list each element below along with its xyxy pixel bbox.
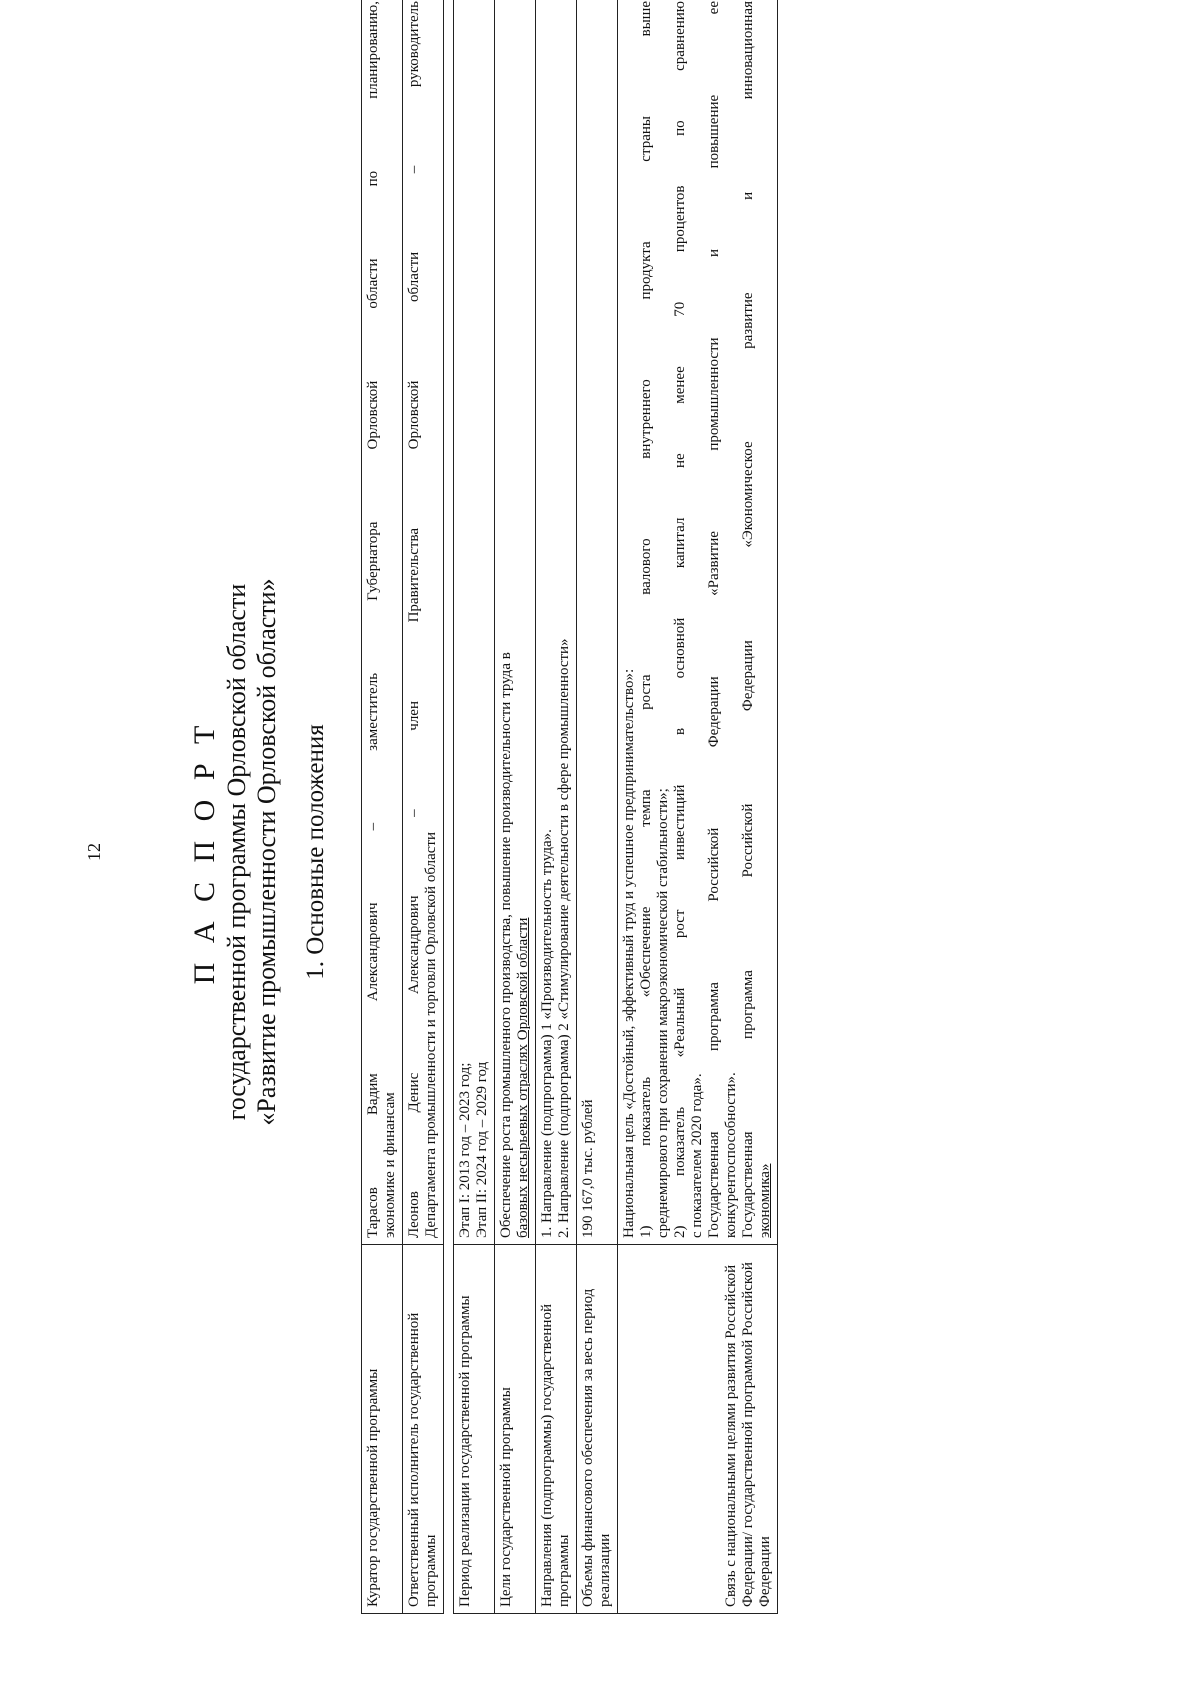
- table-row: [577, 0, 618, 1614]
- value-line: экономике и финансам: [382, 1092, 398, 1238]
- value-line: Государственная программа Российской Федерации «Развитие промышленности и повышение ее: [706, 1, 722, 1238]
- row-value-curator: [362, 0, 403, 1245]
- row-value-subprograms: [536, 0, 577, 1245]
- value-line: Этап II: 2024 год – 2029 год: [474, 1061, 490, 1238]
- value-line: Департамента промышленности и торговли Орловской области: [423, 832, 439, 1238]
- value-line: Этап I: 2013 год – 2023 год;: [457, 1062, 473, 1238]
- row-label-subprograms: Направления (подпрограммы) государственной программы: [536, 1245, 577, 1614]
- value-line: Тарасов Вадим Александрович – заместитель Губернатора Орловской области по планированию,: [365, 1, 381, 1238]
- value-line: 1. Направление (подпрограмма) 1 «Производительность труда».: [539, 829, 555, 1238]
- value-line: 2. Направление (подпрограмма) 2 «Стимулирование деятельности в сфере промышленности»: [556, 638, 572, 1238]
- value-line: Государственная программа Российской Федерации «Экономическое развитие и инновационная: [740, 1, 756, 1238]
- row-value-executor: [403, 0, 444, 1245]
- table-row: [403, 0, 444, 1614]
- value-line: базовых несырьевых отраслях Орловской области: [515, 917, 531, 1238]
- row-label-period: Период реализации государственной программы: [454, 1245, 495, 1614]
- value-line: 2) показатель «Реальный рост инвестиций в основной капитал не менее 70 процентов по сравнению: [672, 1, 688, 1238]
- value-line: 190 167,0 тыс. рублей: [580, 1099, 596, 1238]
- table-row: [454, 0, 495, 1614]
- row-label-goals: Цели государственной программы: [495, 1245, 536, 1614]
- value-line: Обеспечение роста промышленного производства, повышение производительности труда в: [498, 652, 514, 1238]
- value-line: Национальная цель «Достойный, эффективный труд и успешное предпринимательство»:: [621, 668, 637, 1238]
- table-row: [618, 0, 778, 1614]
- program-name: «Развитие промышленности Орловской области»: [252, 578, 281, 1126]
- row-value-period: [454, 0, 495, 1245]
- value-line: с показателем 2020 года».: [689, 1073, 705, 1238]
- program-subtitle: государственной программы Орловской области: [222, 583, 251, 1121]
- value-line: конкурентоспособности».: [723, 1072, 739, 1238]
- passport-table-main: [453, 0, 778, 1614]
- section-title: 1. Основные положения: [302, 724, 329, 980]
- row-value-financing: [577, 0, 618, 1245]
- row-label-executor: Ответственный исполнитель государственной программы: [403, 1245, 444, 1614]
- value-line: экономика»: [757, 1163, 773, 1238]
- page-number: 12: [84, 843, 104, 861]
- row-label-financing: Объемы финансового обеспечения за весь период реализации: [577, 1245, 618, 1614]
- passport-table-responsible: [361, 0, 444, 1614]
- title-block: [188, 0, 282, 1704]
- row-label-curator: Куратор государственной программы: [362, 1245, 403, 1614]
- table-row: [536, 0, 577, 1614]
- row-label-national-goals: Связь с национальными целями развития Российской Федерации/ государственной программой Российской Федерации: [618, 1245, 778, 1614]
- row-value-national-goals: [618, 0, 778, 1245]
- value-line: 1) показатель «Обеспечение темпа роста валового внутреннего продукта страны выше: [638, 1, 654, 1238]
- table-row: [495, 0, 536, 1614]
- value-line: среднемирового при сохранении макроэкономической стабильности»;: [655, 788, 671, 1238]
- value-line: Леонов Денис Александрович – член Правительства Орловской области – руководитель: [406, 1, 422, 1238]
- document-title: П А С П О Р Т: [188, 719, 221, 985]
- table-row: [362, 0, 403, 1614]
- row-value-goals: [495, 0, 536, 1245]
